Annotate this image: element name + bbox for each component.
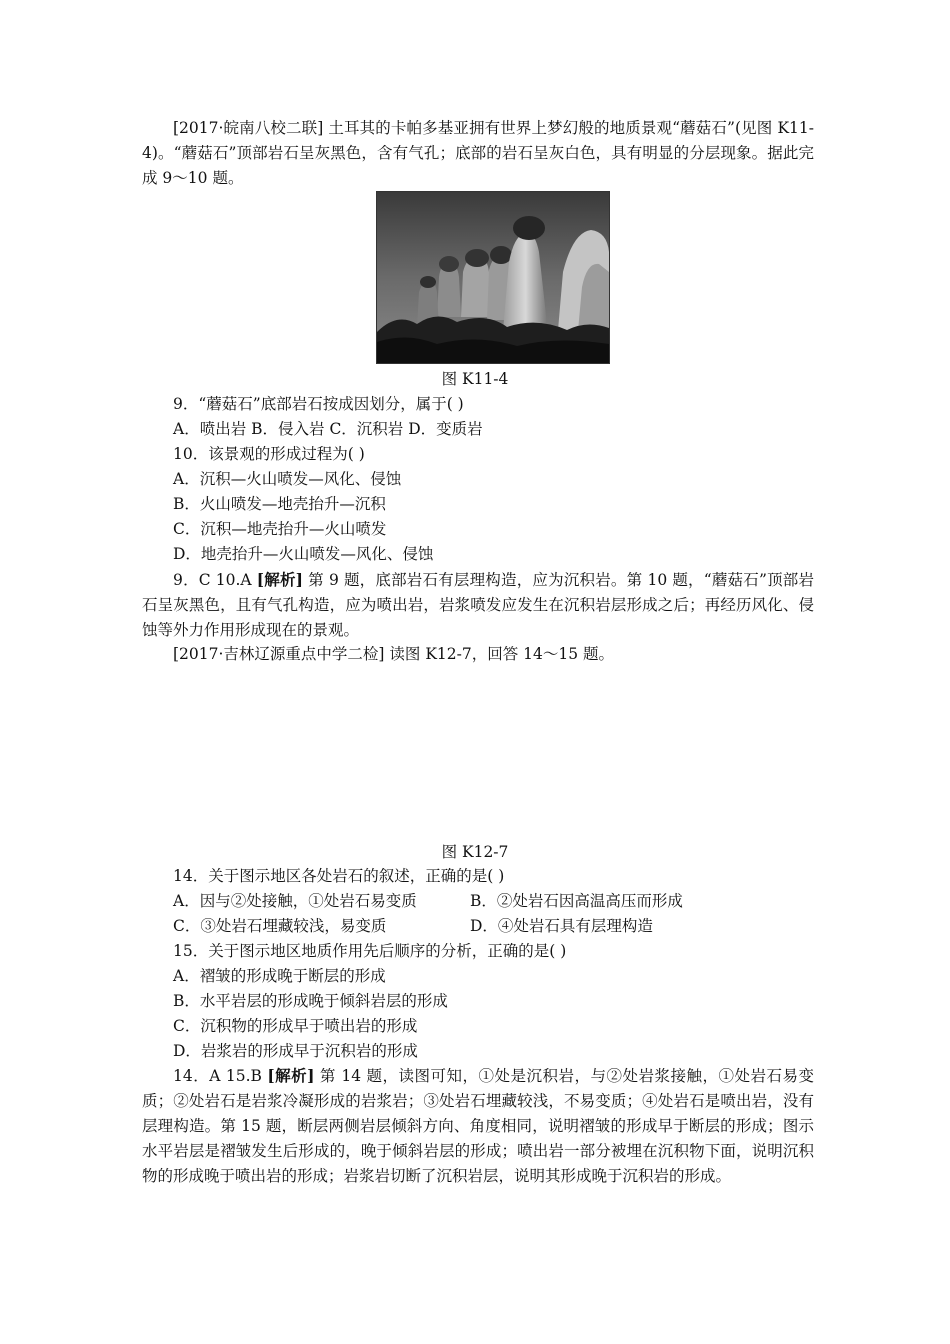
intro-paragraph-1: [2017·皖南八校二联] 土耳其的卡帕多基亚拥有世界上梦幻般的地质景观“蘑菇石”(见图 K11-4)。“蘑菇石”顶部岩石呈灰黑色，含有气孔；底部的岩石呈灰白色，具有明显的分层现象。据此完成 9～10 题。 (142, 119, 814, 187)
question-14: 14．关于图示地区各处岩石的叙述，正确的是( ) (173, 867, 505, 885)
answer-key: 9．C 10.A (173, 571, 257, 589)
analysis-tag: [解析] (267, 1066, 315, 1085)
question-15-option-a: A．褶皱的形成晚于断层的形成 (173, 967, 386, 985)
question-10-option-c: C．沉积—地壳抬升—火山喷发 (173, 520, 387, 538)
question-9-options: A．喷出岩 B．侵入岩 C．沉积岩 D．变质岩 (173, 420, 483, 438)
question-14-option-b: B．②处岩石因高温高压而形成 (470, 892, 683, 910)
analysis-text: 第 14 题，读图可知，①处是沉积岩，与②处岩浆接触，①处岩石易变质；②处岩石是岩浆冷凝形成的岩浆岩；③处岩石埋藏较浅，不易变质；④处岩石是喷出岩，没有层理构造。第 15 题，断层两侧岩层倾斜方向、角度相同，说明褶皱的形成早于断层的形成；图示水平岩层是褶皱发生后形成的，晚于倾斜岩层的形成；喷出岩一部分被埋在沉积物下面，说明沉积物的形成晚于喷出岩的形成；岩浆岩切断了沉积岩层，说明其形成晚于沉积岩的形成。 (142, 1067, 814, 1185)
question-15-option-d: D．岩浆岩的形成早于沉积岩的形成 (173, 1042, 418, 1060)
answer-paragraph-14-15 (142, 1063, 814, 1189)
question-9: 9．“蘑菇石”底部岩石按成因划分，属于( ) (173, 395, 464, 413)
question-14-option-a: A．因与②处接触，①处岩石易变质 (173, 892, 417, 910)
question-15-option-b: B．水平岩层的形成晚于倾斜岩层的形成 (173, 992, 448, 1010)
question-10: 10．该景观的形成过程为( ) (173, 445, 365, 463)
figure-caption-k11-4: 图 K11-4 (441, 370, 509, 388)
analysis-text: 第 9 题，底部岩石有层理构造，应为沉积岩。第 10 题，“蘑菇石”顶部岩石呈灰黑色，且有气孔构造，应为喷出岩，岩浆喷发应发生在沉积岩层形成之后；再经历风化、侵蚀等外力作用形成现在的景观。 (142, 571, 814, 639)
analysis-tag: [解析] (256, 570, 304, 589)
question-10-option-d: D．地壳抬升—火山喷发—风化、侵蚀 (173, 545, 434, 563)
question-14-option-d: D．④处岩石具有层理构造 (470, 917, 653, 935)
figure-caption-k12-7: 图 K12-7 (441, 843, 509, 861)
mushroom-rock-photo (376, 191, 610, 364)
answer-paragraph-9-10 (142, 567, 814, 643)
answer-key: 14．A 15.B (173, 1067, 268, 1085)
question-10-option-b: B．火山喷发—地壳抬升—沉积 (173, 495, 386, 513)
question-15: 15．关于图示地区地质作用先后顺序的分析，正确的是( ) (173, 942, 567, 960)
question-15-option-c: C．沉积物的形成早于喷出岩的形成 (173, 1017, 418, 1035)
question-14-option-c: C．③处岩石埋藏较浅，易变质 (173, 917, 387, 935)
question-10-option-a: A．沉积—火山喷发—风化、侵蚀 (173, 470, 402, 488)
intro-paragraph-2: [2017·吉林辽源重点中学二检] 读图 K12-7，回答 14～15 题。 (173, 645, 615, 663)
